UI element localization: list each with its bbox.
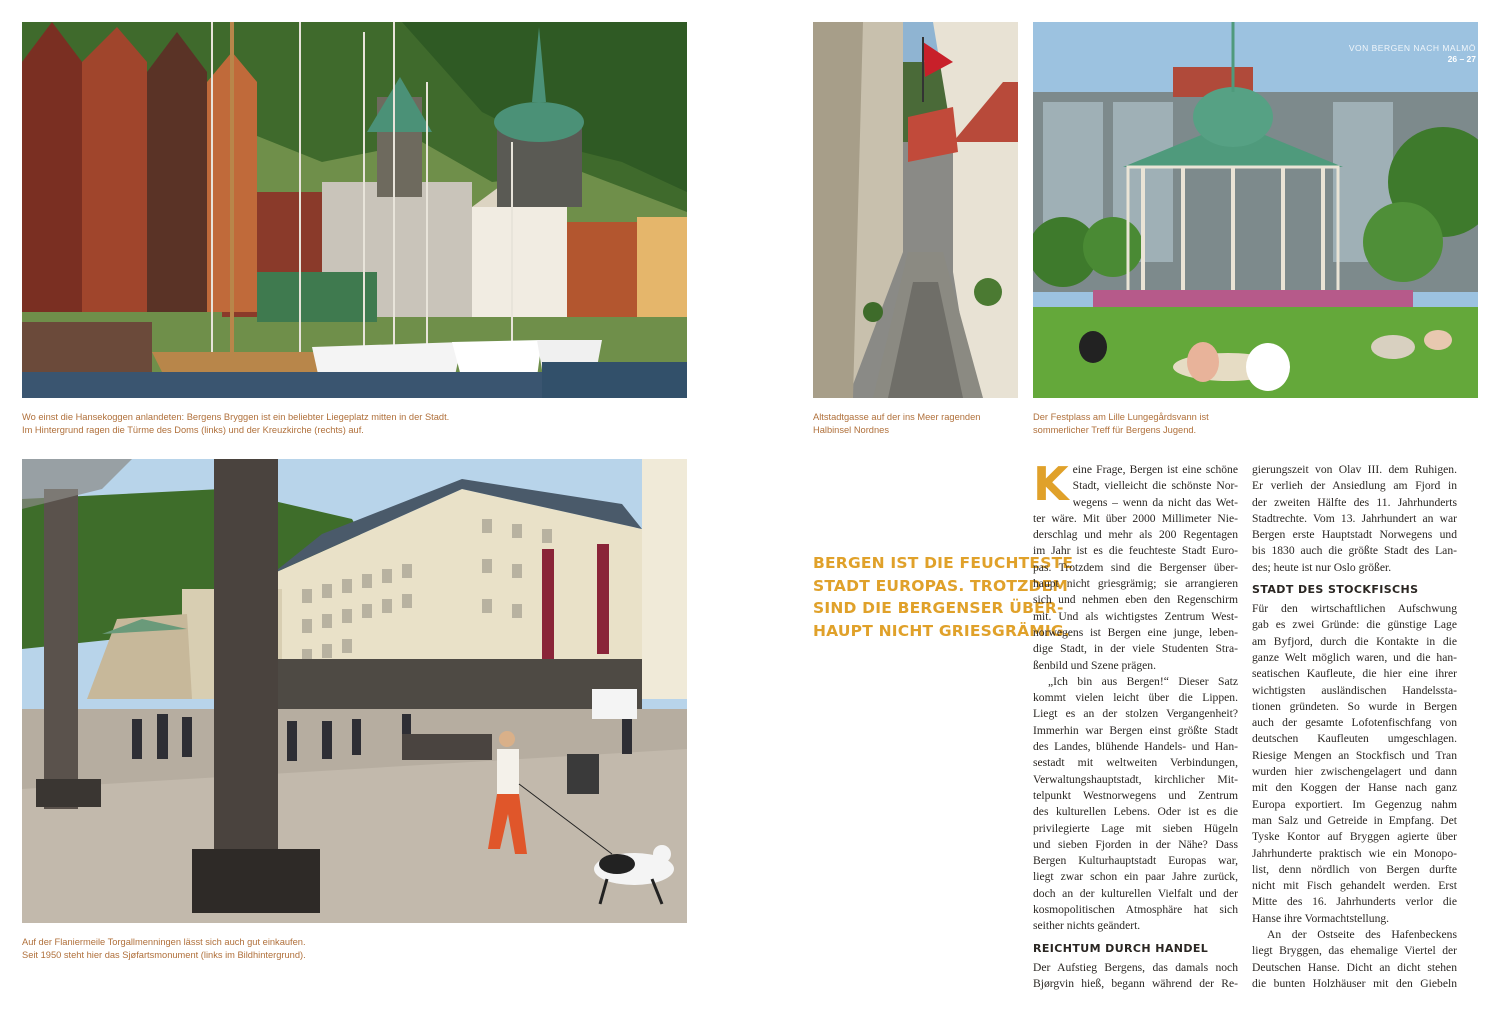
section-heading: STADT DES STOCKFISCHS (1252, 583, 1419, 597)
section-heading: REICHTUM DURCH HANDEL (1033, 941, 1209, 955)
paragraph: gierungszeit von Olav III. dem Ruhigen. Er verlieh der Ansiedlung am Fjord in der zweiten Hälfte des 11. Jahrhunderts Stadtrechte. Vom 13. Jahrhundert an war Bergen erste Hauptstadt Norwegens und bis 1830 auch die größte Stadt des Lan- des; heute ist nur Oslo größer. (1252, 463, 1457, 574)
bryggen-caption: Wo einst die Hansekoggen anlandeten: Bergens Bryggen ist ein beliebter Liegeplatz mitten in der Stadt. Im Hintergrund ragen die Türme des Doms (links) und der Kreuzkirche (rechts) auf. (22, 412, 450, 435)
paragraph: Für den wirtschaftlichen Aufschwung gab es zwei Gründe: die günstige Lage am Byfjord, durch die Kontakte in die ganze Welt möglich waren, und die han- seatischen Kaufleute, die hier eine ihrer wichtigsten ausländischen Handelssta- tionen gründeten. So wurde in Bergen auch der gesamte Lofotenfischfang von deutschen Kaufleuten umgeschlagen. Riesige Mengen an Stockfisch und Tran wurden hier zwischengelagert und dann mit den Koggen der Hanse nach ganz Europa exportiert. Im Gegenzug nahm man Salz und Getreide in Empfang. Det Tyske Kontor auf Bryggen agierte über Jahrhunderte praktisch wie ein Monopo- list, denn nördlich von Bergen durfte nicht mit Fisch gehandelt werden. Erst Mitte des 16. Jahrhunderts verlor die Hanse ihre Vormachtstellung. (1252, 602, 1457, 925)
paragraph: An der Ostseite des Hafenbeckens liegt Bryggen, das ehemalige Viertel der Deutschen Hanse. Dicht an dicht stehen die bunten Holzhäuser mit den Giebeln (1252, 928, 1457, 990)
torgallmenningen-caption: Auf der Flaniermeile Torgallmenningen lässt sich auch gut einkaufen. Seit 1950 steht hier das Sjøfartsmonument (links im Bildhintergrund). (22, 937, 306, 960)
paragraph: „Ich bin aus Bergen!“ Dieser Satz kommt vielen leicht über die Lippen. Liegt es an der stolzen Vergangenheit? Immerhin war Bergen einst größte Stadt des Landes, blühende Handels- und Han- sestadt mit weltweiten Verbindungen, Verwaltungshauptstadt, kirchlicher Mit- telpunkt Westnorwegens und Zentrum des kulturellen Lebens. Oder ist es die privilegierte Lage mit sieben Hügeln und sieben Fjorden in der Nähe? Dass Bergen Kulturhauptstadt Europas war, liegt zwar schon ein paar Jahre zurück, doch an der kulturellen Vielfalt und der kosmopolitischen Atmosphäre hat sich seither nichts geändert. (1033, 674, 1238, 933)
paragraph: Der Aufstieg Bergens, das damals noch Bjørgvin hieß, begann während der Re- (1033, 960, 1238, 990)
folio-section: VON BERGEN NACH MALMÖ (1348, 43, 1476, 53)
article-column-1: K eine Frage, Bergen ist eine schöne Stadt, vielleicht die schönste Nor- wegens – wenn da nicht das Wet- ter wäre. Mit über 2000 Millimeter Nie- derschlag und mehr als 200 Regentagen im Jahr ist es die feuchteste Stadt Euro- pas. Trotzdem sind die Bergenser über- haupt nicht griesgrämig; sie arrangieren sich und nehmen eben den Regenschirm mit. Und als wichtigstes Zentrum West- norwegens ist Bergen eine junge, leben- dige Stadt, in der viele Studenten Stra- ßenbild und Szene prägen. „Ich bin aus Bergen!“ Dieser Satz kommt vielen leicht über die Lippen. Liegt es an der stolzen Vergangenheit? Immerhin war Bergen einst größte Stadt des Landes, blühende Handels- und Han- sestadt mit weltweiten Verbindungen, Verwaltungshauptstadt, kirchlicher Mit- telpunkt Westnorwegens und Zentrum des kulturellen Lebens. Oder ist es die privilegierte Lage mit sieben Hügeln und sieben Fjorden in der Nähe? Dass Bergen Kulturhauptstadt Europas war, liegt zwar schon ein paar Jahre zurück, doch an der kulturellen Vielfalt und der kosmopolitischen Atmosphäre hat sich seither nichts geändert. REICHTUM DURCH HANDEL Der Aufstieg Bergens, das damals noch Bjørgvin hieß, begann während der Re- (1033, 462, 1238, 992)
folio-pages: 26 – 27 (1447, 54, 1476, 64)
article-column-2 (1252, 462, 1457, 992)
festplass-caption: Der Festplass am Lille Lungegårdsvann ist sommerlicher Treff für Bergens Jugend. (1033, 412, 1209, 435)
paragraph: ter wäre. Mit über 2000 Millimeter Nie- derschlag und mehr als 200 Regentagen im Jahr ist es die feuchteste Stadt Euro- pas. Trotzdem sind die Bergenser über- haupt nicht griesgrämig; sie arrangieren sich und nehmen eben den Regenschirm mit. Und als wichtigstes Zentrum West- norwegens ist Bergen eine junge, leben- dige Stadt, in der viele Studenten Stra- ßenbild und Szene prägen. (1033, 511, 1238, 672)
festplass-photo (1033, 22, 1478, 398)
alley-caption: Altstadtgasse auf der ins Meer ragenden Halbinsel Nordnes (813, 412, 981, 435)
torgallmenningen-photo (22, 459, 687, 923)
drop-cap: K (1033, 457, 1069, 511)
pull-quote: BERGEN IST DIE FEUCHTESTE STADT EUROPAS. TROTZDEM SIND DIE BERGENSER ÜBER- HAUPT NICHT GRIESGRÄMIG. (813, 554, 1074, 641)
folio (1349, 43, 1476, 65)
bryggen-photo (22, 22, 687, 398)
alley-photo (813, 22, 1018, 398)
